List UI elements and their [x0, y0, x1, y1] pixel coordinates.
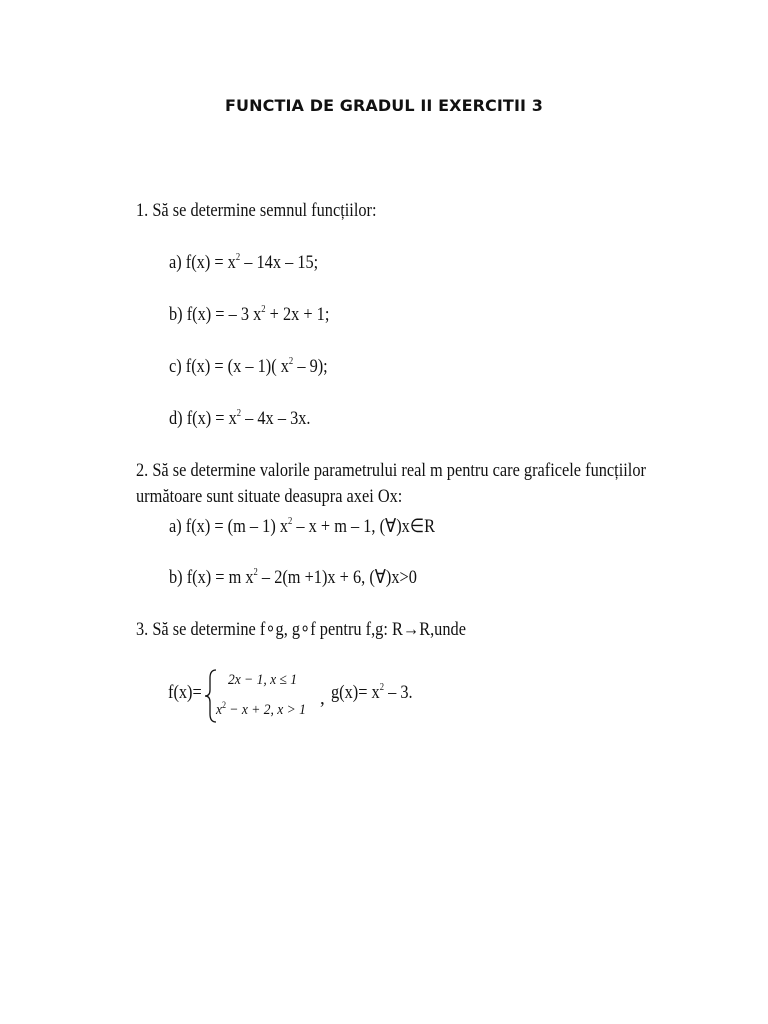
exercise-1d [169, 408, 310, 430]
exercise-1a-left: a) f(x) = x [169, 252, 236, 273]
exercise-2b-exponent: 2 [253, 567, 258, 578]
exercise-1c-right: – 9); [293, 356, 328, 377]
piecewise-case-2-left: x [216, 702, 223, 718]
exercise-2a-exponent: 2 [288, 516, 293, 527]
piecewise-case-2 [216, 700, 306, 719]
exercise-2a [169, 515, 435, 538]
exercise-1d-exponent: 2 [236, 408, 242, 419]
exercise-1b [169, 304, 329, 326]
exercise-1b-exponent: 2 [261, 304, 266, 315]
exercise-1d-left: d) f(x) = x [169, 408, 237, 429]
exercise-1c-left: c) f(x) = (x – 1)( x [169, 356, 289, 377]
exercise-2b [169, 566, 417, 589]
exercise-2b-right: – 2(m +1)x + 6, (∀)x>0 [257, 567, 417, 588]
function-g-right: – 3. [383, 682, 413, 703]
exercise-1a-right: – 14x – 15; [240, 252, 319, 273]
piecewise-case-2-right: − x + 2, x > 1 [226, 702, 306, 718]
f-label: f(x)= [168, 682, 202, 703]
exercise-1a [169, 252, 318, 274]
exercise-2a-left: a) f(x) = (m – 1) x [169, 516, 289, 537]
exercise-1a-exponent: 2 [235, 252, 241, 263]
exercise-2-heading-line-1: 2. Să se determine valorile parametrului real m pentru care graficele funcțiilor [136, 460, 646, 481]
exercise-2-heading-line-2: următoare sunt situate deasupra axei Ox: [136, 486, 403, 507]
exercise-2b-left: b) f(x) = m x [169, 567, 254, 588]
exercise-1d-right: – 4x – 3x. [241, 408, 311, 429]
function-g-exponent: 2 [379, 682, 384, 693]
exercise-1-heading: 1. Să se determine semnul funcțiilor: [136, 200, 377, 221]
exercise-1c [169, 356, 328, 378]
exercise-1c-exponent: 2 [288, 356, 294, 367]
exercise-2a-right: – x + m – 1, (∀)x∈R [292, 516, 435, 537]
function-g-left: g(x)= x [331, 682, 380, 703]
piecewise-comma: , [320, 688, 325, 709]
piecewise-case-1: 2x − 1, x ≤ 1 [228, 672, 298, 688]
function-g [331, 682, 413, 704]
exercise-1b-right: + 2x + 1; [265, 304, 330, 325]
piecewise-case-2-exponent: 2 [222, 700, 227, 710]
exercise-3-heading: 3. Să se determine f∘g, g∘f pentru f,g: R→R,unde [136, 619, 466, 640]
exercise-1b-left: b) f(x) = – 3 x [169, 304, 262, 325]
page-title: FUNCTIA DE GRADUL II EXERCITII 3 [225, 96, 543, 115]
